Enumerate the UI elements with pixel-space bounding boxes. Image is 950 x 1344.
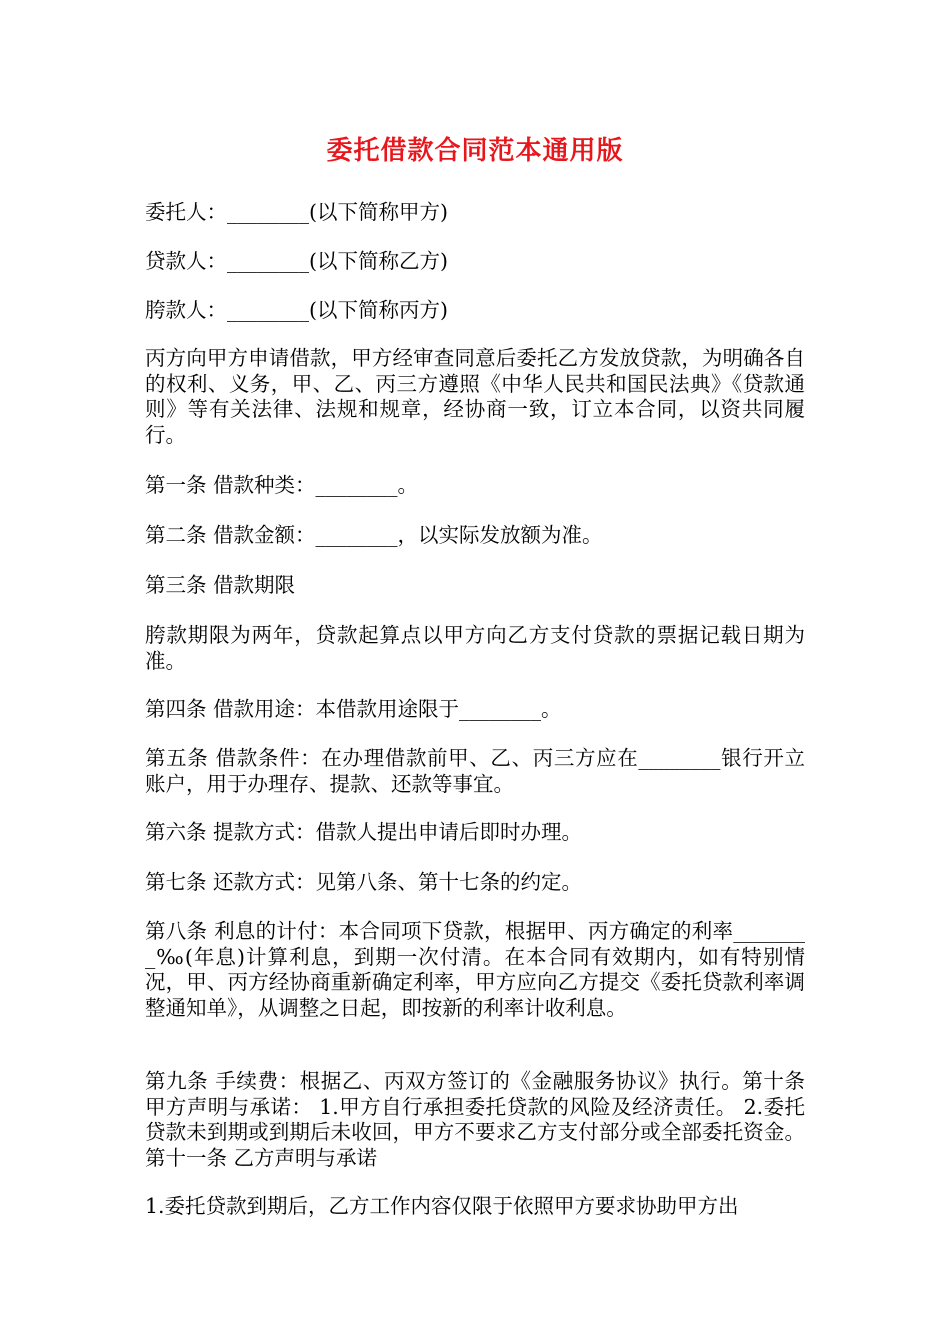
article-5: 第五条 借款条件：在办理借款前甲、乙、丙三方应在________银行开立账户，用于办理存、提款、还款等事宜。 bbox=[145, 746, 805, 796]
party-a-line: 委托人：________(以下简称甲方) bbox=[145, 200, 448, 224]
article-8: 第八条 利息的计付：本合同项下贷款，根据甲、丙方确定的利率________‰(年息)计算利息，到期一次付清。在本合同有效期内，如有特别情况，甲、丙方经协商重新确定利率，甲方应向乙方提交《委托贷款利率调整通知单》，从调整之日起，即按新的利率计收利息。 bbox=[145, 919, 805, 1020]
article-4: 第四条 借款用途：本借款用途限于________。 bbox=[145, 697, 562, 721]
article-11-item-1: 1.委托贷款到期后，乙方工作内容仅限于依照甲方要求协助甲方出 bbox=[145, 1194, 739, 1218]
preamble-paragraph: 丙方向甲方申请借款，甲方经审查同意后委托乙方发放贷款，为明确各自的权利、义务，甲、乙、丙三方遵照《中华人民共和国民法典》《贷款通则》等有关法律、法规和规章，经协商一致，订立本合同，以资共同履行。 bbox=[145, 346, 805, 447]
article-3-heading: 第三条 借款期限 bbox=[145, 573, 296, 597]
party-c-line: 胯款人：________(以下简称丙方) bbox=[145, 298, 448, 322]
document-title: 委托借款合同范本通用版 bbox=[326, 136, 624, 166]
article-7: 第七条 还款方式：见第八条、第十七条的约定。 bbox=[145, 870, 583, 894]
article-1: 第一条 借款种类：________。 bbox=[145, 473, 419, 497]
article-9-to-11: 第九条 手续费：根据乙、丙双方签订的《金融服务协议》执行。第十条 甲方声明与承诺： 1.甲方自行承担委托贷款的风险及经济责任。 2.委托贷款未到期或到期后未收回，甲方不要求乙方支付部分或全部委托资金。 第十一条 乙方声明与承诺 bbox=[145, 1069, 805, 1170]
party-b-line: 贷款人：________(以下简称乙方) bbox=[145, 249, 448, 273]
article-6: 第六条 提款方式：借款人提出申请后即时办理。 bbox=[145, 820, 583, 844]
article-2: 第二条 借款金额：________，以实际发放额为准。 bbox=[145, 523, 603, 547]
article-3-body: 胯款期限为两年，贷款起算点以甲方向乙方支付贷款的票据记载日期为准。 bbox=[145, 623, 805, 673]
